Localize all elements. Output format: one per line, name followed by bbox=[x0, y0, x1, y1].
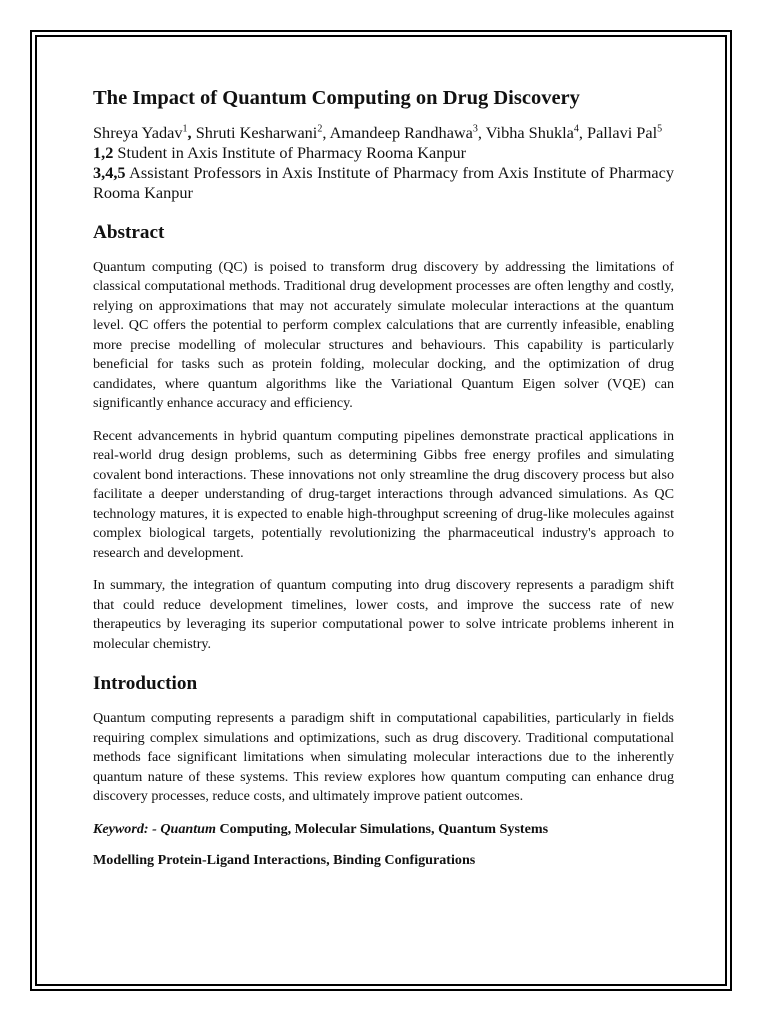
introduction-paragraph: Quantum computing represents a paradigm shift in computational capabilities, particularly in fields requiring complex simulations and optimizations, such as drug discovery. Traditional computational methods face significant limitations when simulating molecular interactions due to the inherently quantum nature of these systems. This review explores how quantum computing can enhance drug discovery processes, reduce costs, and ultimately improve patient outcomes. bbox=[93, 710, 674, 805]
abstract-paragraph: Quantum computing (QC) is poised to transform drug discovery by addressing the limitations of classical computational methods. Traditional drug development processes are often lengthy and costly, relying on approximations that may not accurately simulate molecular interactions at the quantum level. QC offers the potential to perform complex calculations that are currently infeasible, enabling more precise modelling of molecular structures and behaviours. This capability is particularly beneficial for tasks such as protein folding, molecular docking, and the optimization of drug candidates, where quantum algorithms like the Variational Quantum Eigen solver (VQE) can significantly enhance accuracy and efficiency. bbox=[93, 258, 674, 412]
author-3: Amandeep Randhawa bbox=[329, 122, 473, 142]
keywords-line-2: Modelling Protein-Ligand Interactions, Binding Configurations bbox=[93, 852, 476, 869]
author-1: Shreya Yadav bbox=[93, 122, 183, 142]
author-5: Pallavi Pal bbox=[587, 122, 658, 142]
author-2: Shruti Kesharwani bbox=[195, 122, 318, 142]
affiliation-2: 3,4,5 Assistant Professors in Axis Institute of Pharmacy from Axis Institute of Pharmacy Rooma Kanpur bbox=[93, 162, 674, 202]
abstract-paragraph: In summary, the integration of quantum computing into drug discovery represents a paradigm shift that could reduce development timelines, lower costs, and improve the success rate of new therapeutics by leveraging its superior computational power to solve intricate problems inherent in molecular chemistry. bbox=[93, 577, 674, 652]
keywords-label: Keyword: - Quantum bbox=[93, 820, 216, 837]
keywords-line: Keyword: - Quantum Computing, Molecular Simulations, Quantum Systems bbox=[93, 820, 549, 837]
author-list: Shreya Yadav$^1$, Shruti Kesharwani$^2$, Amandeep Randhawa$^3$, Vibha Shukla$^4$, Pallavi Pal$^5$ bbox=[93, 122, 663, 142]
affiliation-1: 1,2 Student in Axis Institute of Pharmacy Rooma Kanpur bbox=[93, 142, 467, 162]
abstract-heading: Abstract bbox=[93, 221, 165, 243]
author-4: Vibha Shukla bbox=[485, 122, 574, 142]
document-content bbox=[93, 86, 674, 883]
abstract-paragraph: Recent advancements in hybrid quantum computing pipelines demonstrate practical applications in real-world drug design problems, such as determining Gibbs free energy profiles and simulating covalent bond interactions. These innovations not only streamline the drug discovery process but also facilitate a deeper understanding of drug-target interactions through advanced simulations. As QC technology matures, it is expected to enable high-throughput screening of drug-like molecules against complex biological targets, potentially revolutionizing the pharmaceutical industry's approach to research and development. bbox=[93, 427, 674, 561]
paper-title: The Impact of Quantum Computing on Drug Discovery bbox=[93, 87, 580, 109]
introduction-heading: Introduction bbox=[93, 673, 198, 695]
